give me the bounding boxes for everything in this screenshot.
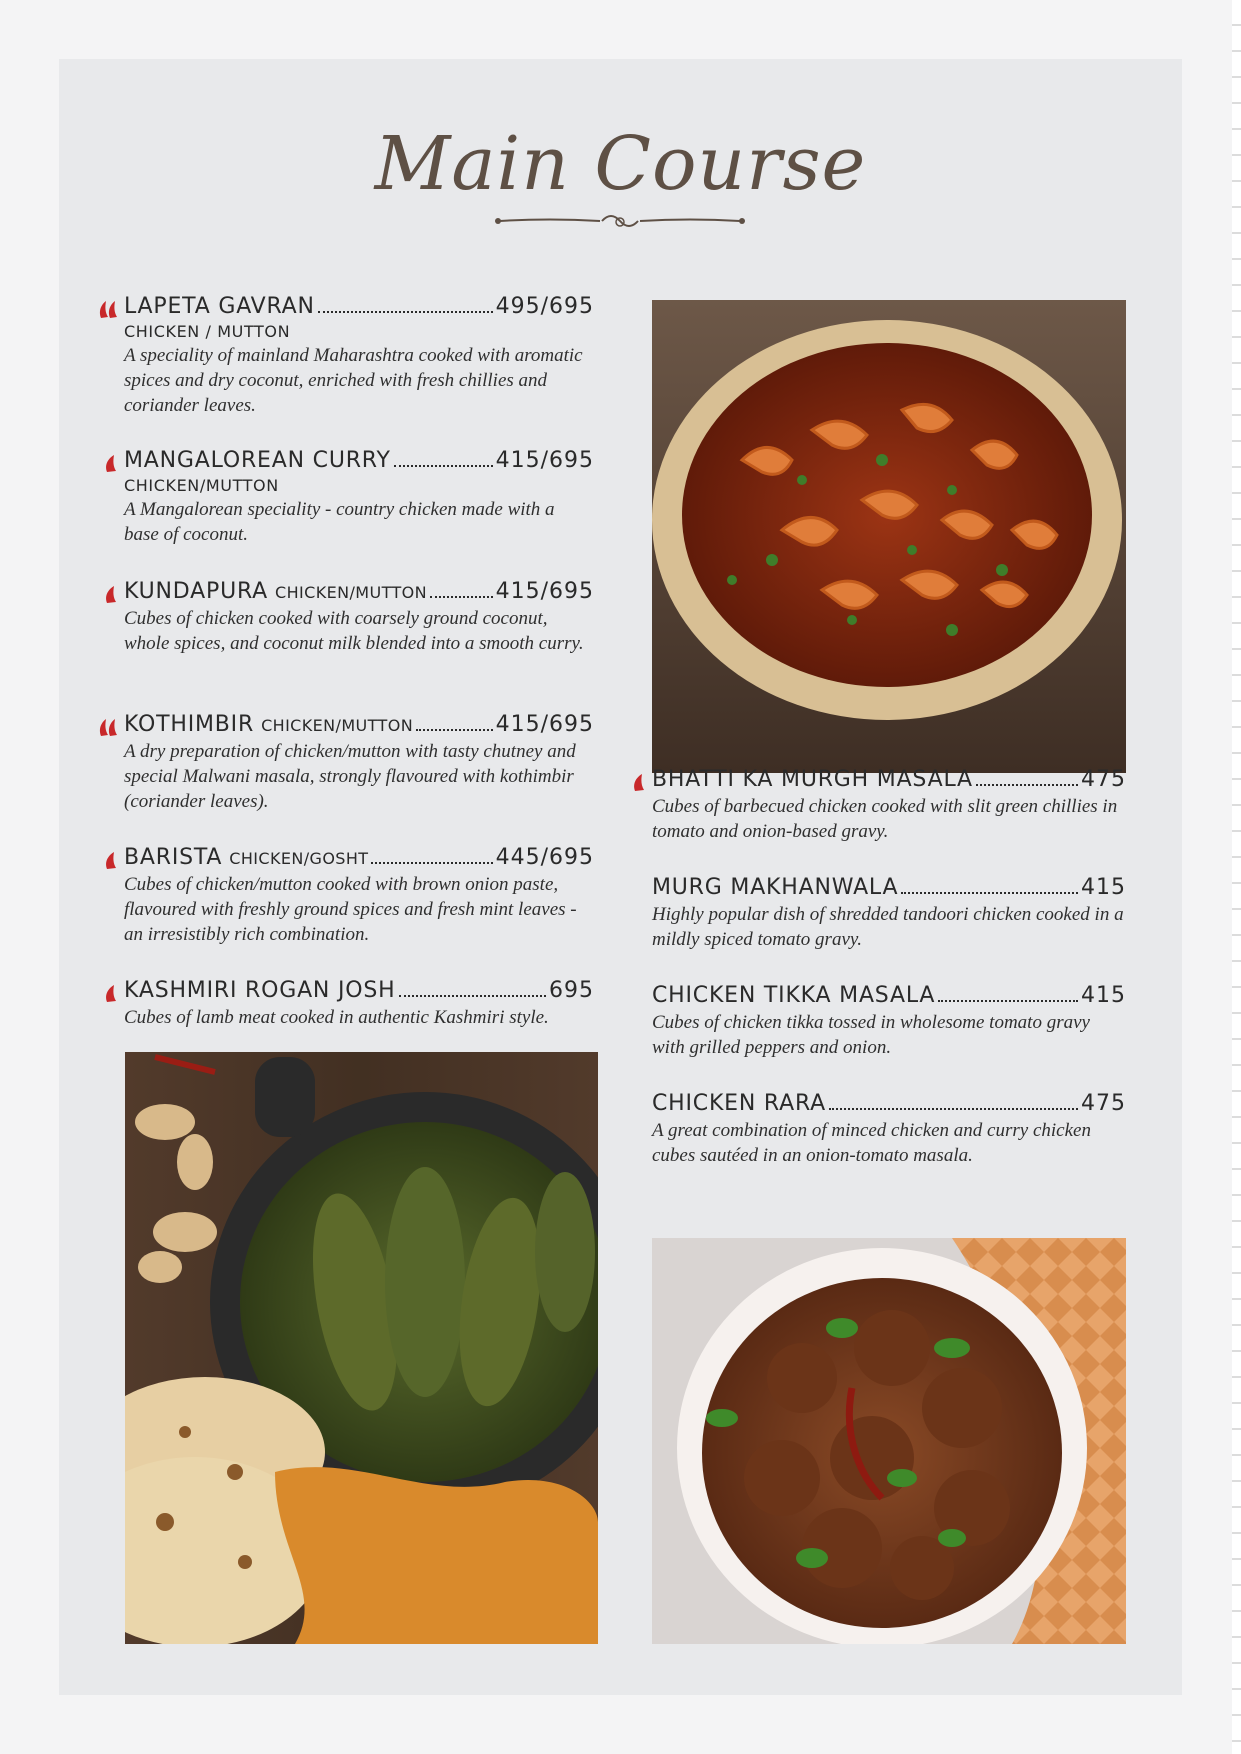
item-name: KUNDAPURA [124,579,269,604]
dot-leader [976,784,1078,786]
menu-item-kashmiri-rogan-josh [124,978,594,1030]
item-price: 415/695 [495,579,594,604]
item-description: A Mangalorean speciality - country chicken made with a base of coconut. [124,499,555,545]
chili-icon [101,849,127,871]
menu-item-bhatti-ka-murgh [652,767,1126,844]
mutton-curry-photo [652,1238,1126,1644]
item-name: KOTHIMBIR [124,712,255,737]
title-flourish [490,209,750,231]
dot-leader [394,465,493,467]
page-edge-strip [1232,0,1241,1754]
dot-leader [430,596,493,598]
prawn-curry-illustration [652,300,1126,773]
menu-item-kundapura [124,579,594,656]
chili-icon [629,771,655,793]
green-chicken-illustration [125,1052,598,1644]
item-price: 695 [549,978,594,1003]
chili-icon [101,982,127,1004]
item-variant: CHICKEN/MUTTON [275,583,428,602]
item-name: LAPETA GAVRAN [124,294,315,319]
menu-item-murg-makhanwala [652,875,1126,952]
menu-item-mangalorean-curry [124,448,594,547]
item-name: KASHMIRI ROGAN JOSH [124,978,396,1003]
dot-leader [938,1000,1078,1002]
dot-leader [901,892,1078,894]
item-description: Cubes of chicken/mutton cooked with brown onion paste, flavoured with freshly ground spices and fresh mint leaves - an irresistibly rich combination. [124,874,577,945]
double-chili-icon [96,298,122,320]
item-price: 475 [1081,767,1126,792]
menu-item-kothimbir [124,712,594,814]
menu-panel [59,59,1182,1695]
dot-leader [399,995,547,997]
item-name: CHICKEN RARA [652,1091,827,1116]
item-name: BHATTI KA MURGH MASALA [652,767,973,792]
menu-item-barista [124,845,594,947]
item-price: 415/695 [495,448,594,473]
item-description: Cubes of chicken tikka tossed in wholesome tomato gravy with grilled peppers and onion. [652,1012,1090,1058]
item-variant: CHICKEN/MUTTON [261,716,414,735]
item-variant: CHICKEN/MUTTON [124,476,279,495]
item-description: A great combination of minced chicken and curry chicken cubes sautéed in an onion-tomato masala. [652,1120,1091,1166]
item-price: 495/695 [495,294,594,319]
mutton-curry-illustration [652,1238,1126,1644]
menu-item-lapeta-gavran [124,294,594,418]
dot-leader [829,1108,1078,1110]
dot-leader [371,862,492,864]
item-price: 475 [1081,1091,1126,1116]
item-price: 415 [1081,983,1126,1008]
dot-leader [318,311,493,313]
item-description: Cubes of chicken cooked with coarsely ground coconut, whole spices, and coconut milk blended into a smooth curry. [124,608,584,654]
chili-icon [101,583,127,605]
page-title: Main Course [374,121,867,207]
item-name: CHICKEN TIKKA MASALA [652,983,936,1008]
item-description: A dry preparation of chicken/mutton with tasty chutney and special Malwani masala, strongly flavoured with kothimbir (coriander leaves). [124,741,576,812]
double-chili-icon [96,716,122,738]
item-price: 415 [1081,875,1126,900]
menu-item-chicken-rara [652,1091,1126,1168]
item-description: Cubes of barbecued chicken cooked with slit green chillies in tomato and onion-based gravy. [652,796,1118,842]
green-chicken-photo [125,1052,598,1644]
chili-icon [101,452,127,474]
item-variant: CHICKEN/GOSHT [229,849,369,868]
item-name: BARISTA [124,845,223,870]
item-description: Highly popular dish of shredded tandoori chicken cooked in a mildly spiced tomato gravy. [652,904,1124,950]
item-price: 415/695 [495,712,594,737]
menu-item-chicken-tikka-masala [652,983,1126,1060]
prawn-curry-photo [652,300,1126,773]
item-name: MURG MAKHANWALA [652,875,899,900]
item-name: MANGALOREAN CURRY [124,448,391,473]
item-price: 445/695 [495,845,594,870]
dot-leader [416,729,493,731]
item-description: A speciality of mainland Maharashtra cooked with aromatic spices and dry coconut, enriched with fresh chillies and coriander leaves. [124,345,583,416]
item-description: Cubes of lamb meat cooked in authentic Kashmiri style. [124,1007,549,1028]
item-variant: CHICKEN / MUTTON [124,322,291,341]
